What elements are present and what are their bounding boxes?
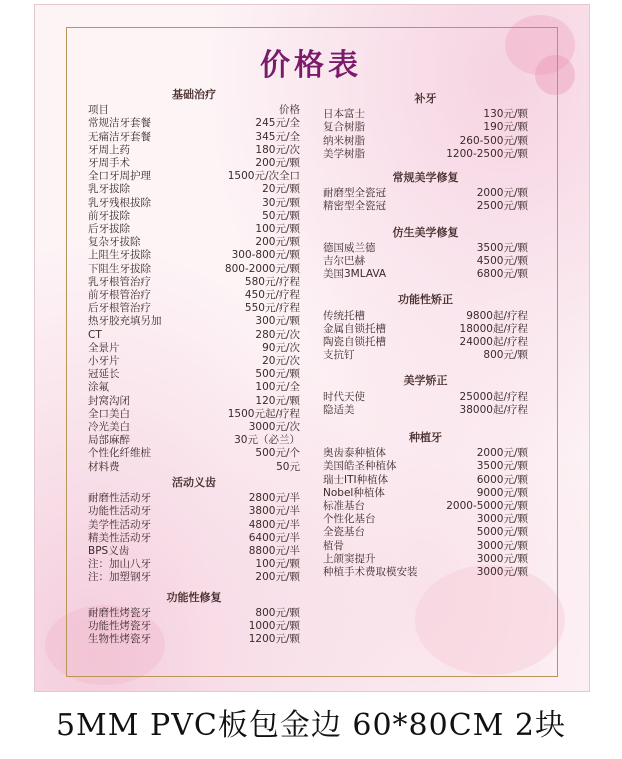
item-name: Nobel种植体 (323, 486, 385, 499)
price-row (88, 117, 300, 130)
item-price: 2500元/颗 (476, 200, 528, 213)
item-name: 材料费 (88, 460, 120, 473)
item-price: 3800元/半 (248, 505, 300, 518)
price-row (88, 249, 300, 262)
item-price: 20元/颗 (262, 183, 300, 196)
item-name: 常规洁牙套餐 (88, 117, 151, 130)
caption: 5MM PVC板包金边 60*80CM 2块 (55, 708, 567, 743)
item-name: 功能性活动牙 (88, 505, 151, 518)
item-price: 300-800元/颗 (231, 249, 300, 262)
item-name: 吉尔巴赫 (323, 255, 365, 268)
price-section (323, 226, 528, 282)
price-row (323, 135, 528, 148)
price-row (323, 121, 528, 134)
item-price: 100元/颗 (255, 223, 300, 236)
price-section (88, 88, 300, 474)
price-row (323, 268, 528, 281)
item-name: 上颌窦提升 (323, 552, 376, 565)
item-price: 38000起/疗程 (459, 403, 528, 416)
item-price: 3000元/颗 (476, 513, 528, 526)
section-title: 美学矫正 (403, 374, 448, 388)
price-row (323, 487, 528, 500)
item-name: 乳牙拔除 (88, 183, 130, 196)
item-price: 18000起/疗程 (459, 322, 528, 335)
item-price: 3000元/颗 (476, 552, 528, 565)
item-price: 100元/颗 (255, 558, 300, 571)
item-price: 345元/全 (255, 130, 300, 143)
price-row (88, 505, 300, 518)
item-price: 90元/次 (262, 341, 300, 354)
item-price: 245元/全 (255, 117, 300, 130)
item-price: 30元（必兰） (234, 434, 300, 447)
item-name: 生物性烤瓷牙 (88, 633, 151, 646)
item-name: 全景片 (88, 341, 120, 354)
price-row (88, 342, 300, 355)
price-row (88, 558, 300, 571)
item-name: 小牙片 (88, 355, 120, 368)
item-name: 上阻生牙拔除 (88, 249, 151, 262)
price-row (88, 532, 300, 545)
item-name: CT (88, 328, 102, 341)
item-price: 3500元/颗 (476, 460, 528, 473)
price-section (323, 374, 528, 417)
item-name: 隐适美 (323, 403, 355, 416)
item-price: 6800元/颗 (476, 268, 528, 281)
price-row (88, 263, 300, 276)
item-price: 800元/颗 (255, 606, 300, 619)
item-name: 功能性烤瓷牙 (88, 619, 151, 632)
item-name: 局部麻醉 (88, 434, 130, 447)
item-name: 美学树脂 (323, 147, 365, 160)
item-name: 全瓷基台 (323, 526, 365, 539)
item-price: 6400元/半 (248, 531, 300, 544)
item-price: 50元 (276, 460, 300, 473)
item-price: 50元/颗 (262, 209, 300, 222)
item-name: 陶瓷自锁托槽 (323, 336, 386, 349)
section-title: 种植牙 (409, 431, 442, 445)
item-price: 2000元/颗 (476, 187, 528, 200)
price-row (323, 474, 528, 487)
price-row (88, 545, 300, 558)
item-name: 涂氟 (88, 381, 109, 394)
item-price: 2000-5000元/颗 (446, 500, 528, 513)
item-price: 130元/颗 (483, 108, 528, 121)
price-row (323, 391, 528, 404)
item-name: 热牙胶充填另加 (88, 315, 162, 328)
price-row (323, 148, 528, 161)
item-price: 1200-2500元/颗 (446, 147, 528, 160)
item-name: 前牙根管治疗 (88, 289, 151, 302)
price-row (323, 553, 528, 566)
item-price: 6000元/颗 (476, 473, 528, 486)
item-name: 无痛洁牙套餐 (88, 130, 151, 143)
price-row (88, 492, 300, 505)
price-row (88, 607, 300, 620)
section-title: 功能性矫正 (398, 293, 453, 307)
item-name: 个性化纤维桩 (88, 447, 151, 460)
section-title: 补牙 (414, 92, 437, 105)
item-price: 120元/颗 (255, 394, 300, 407)
price-row (88, 170, 300, 183)
item-name: 乳牙残根拔除 (88, 196, 151, 209)
item-name: 奥齿泰种植体 (323, 447, 386, 460)
page-title: 价格表 (260, 48, 362, 83)
item-name: 后牙根管治疗 (88, 302, 151, 315)
price-row (323, 200, 528, 213)
item-name: 美国3MLAVA (323, 268, 387, 281)
item-price: 9800起/疗程 (466, 309, 528, 322)
price-row (88, 210, 300, 223)
price-section (323, 92, 528, 161)
price-row (323, 336, 528, 349)
price-row (88, 302, 300, 315)
item-name: 耐磨性活动牙 (88, 492, 151, 505)
price-section (323, 171, 528, 214)
price-row (88, 633, 300, 646)
price-row (88, 329, 300, 342)
price-row (88, 315, 300, 328)
item-price: 2000元/颗 (476, 447, 528, 460)
price-section (88, 476, 300, 585)
left-column (88, 86, 300, 646)
price-row (88, 571, 300, 584)
item-name: 冷光美白 (88, 421, 130, 434)
price-row (323, 187, 528, 200)
item-name: 注：加塑钢牙 (88, 571, 151, 584)
price-row (88, 183, 300, 196)
price-row (323, 242, 528, 255)
item-name: 全口牙周护理 (88, 170, 151, 183)
item-name: 耐磨型全瓷冠 (323, 187, 386, 200)
price-row (88, 289, 300, 302)
item-name: 支抗钉 (323, 349, 355, 362)
item-price: 3000元/颗 (476, 566, 528, 579)
item-price: 800元/颗 (483, 349, 528, 362)
item-price: 3500元/颗 (476, 241, 528, 254)
item-name: 日本富士 (323, 108, 365, 121)
price-row (88, 157, 300, 170)
price-row (323, 526, 528, 539)
price-row (88, 395, 300, 408)
price-row (323, 540, 528, 553)
item-name: 瑞士ITI种植体 (323, 473, 389, 486)
item-price: 5000元/颗 (476, 526, 528, 539)
price-section (88, 591, 300, 647)
price-row (323, 108, 528, 121)
price-row (88, 461, 300, 474)
item-name: 冠延长 (88, 368, 120, 381)
price-row (88, 447, 300, 460)
item-price: 4500元/颗 (476, 255, 528, 268)
price-row (88, 104, 300, 117)
price-row (323, 404, 528, 417)
item-name: 牙周上药 (88, 143, 130, 156)
item-price: 1200元/颗 (248, 633, 300, 646)
price-section (323, 293, 528, 362)
item-name: 纳米树脂 (323, 134, 365, 147)
item-price: 4800元/半 (248, 518, 300, 531)
price-row (323, 513, 528, 526)
item-price: 500元/颗 (255, 368, 300, 381)
item-price: 200元/颗 (255, 571, 300, 584)
item-name: 精密型全瓷冠 (323, 200, 386, 213)
price-row (323, 349, 528, 362)
item-price: 24000起/疗程 (459, 336, 528, 349)
price-row (88, 276, 300, 289)
item-name: 牙周手术 (88, 157, 130, 170)
item-name: 耐磨性烤瓷牙 (88, 606, 151, 619)
item-name: 项目 (88, 104, 109, 117)
item-price: 25000起/疗程 (459, 390, 528, 403)
item-name: 种植手术费取模安装 (323, 566, 418, 579)
price-row (323, 310, 528, 323)
item-name: 下阻生牙拔除 (88, 262, 151, 275)
item-price: 260-500元/颗 (459, 134, 528, 147)
price-row (88, 434, 300, 447)
item-price: 800-2000元/颗 (224, 262, 300, 275)
item-price: 1500元/次全口 (227, 170, 300, 183)
item-name: 植骨 (323, 539, 344, 552)
price-row (323, 255, 528, 268)
item-price: 500元/个 (255, 447, 300, 460)
item-name: 全口美白 (88, 407, 130, 420)
section-title: 仿生美学修复 (392, 225, 459, 239)
price-row (88, 620, 300, 633)
item-price: 3000元/次 (248, 421, 300, 434)
item-price: 2800元/半 (248, 492, 300, 505)
item-name: 美学性活动牙 (88, 518, 151, 531)
item-price: 8800元/半 (248, 544, 300, 557)
item-price: 20元/次 (262, 355, 300, 368)
item-price: 价格 (279, 104, 300, 117)
price-row (88, 236, 300, 249)
item-price: 100元/全 (255, 381, 300, 394)
price-row (88, 421, 300, 434)
item-price: 200元/颗 (255, 157, 300, 170)
item-name: BPS义齿 (88, 544, 130, 557)
item-price: 1500元起/疗程 (227, 407, 300, 420)
right-column (323, 90, 528, 579)
item-name: 精美性活动牙 (88, 531, 151, 544)
item-price: 450元/疗程 (244, 289, 300, 302)
price-row (88, 408, 300, 421)
item-price: 580元/疗程 (244, 275, 300, 288)
price-row (88, 131, 300, 144)
item-name: 美国皓圣种植体 (323, 460, 397, 473)
item-price: 1000元/颗 (248, 619, 300, 632)
price-row (88, 144, 300, 157)
item-name: 时代天使 (323, 390, 365, 403)
item-name: 乳牙根管治疗 (88, 275, 151, 288)
item-name: 后牙拔除 (88, 223, 130, 236)
price-row (88, 197, 300, 210)
section-title: 基础治疗 (172, 88, 216, 101)
price-row (88, 381, 300, 394)
price-row (88, 519, 300, 532)
item-price: 9000元/颗 (476, 486, 528, 499)
item-name: 金属自锁托槽 (323, 322, 386, 335)
item-price: 280元/次 (255, 328, 300, 341)
item-name: 标准基台 (323, 500, 365, 513)
item-price: 190元/颗 (483, 121, 528, 134)
price-row (88, 355, 300, 368)
price-row (323, 447, 528, 460)
price-row (88, 368, 300, 381)
item-name: 复合树脂 (323, 121, 365, 134)
item-price: 3000元/颗 (476, 539, 528, 552)
price-row (323, 566, 528, 579)
price-row (323, 500, 528, 513)
item-price: 180元/次 (255, 143, 300, 156)
item-name: 个性化基台 (323, 513, 376, 526)
section-title: 常规美学修复 (392, 171, 459, 185)
price-row (323, 460, 528, 473)
section-title: 活动义齿 (172, 475, 216, 489)
item-name: 传统托槽 (323, 309, 365, 322)
item-price: 200元/颗 (255, 236, 300, 249)
item-price: 300元/颗 (255, 315, 300, 328)
price-section (323, 431, 528, 579)
section-title: 功能性修复 (166, 590, 222, 604)
item-name: 注：加山八牙 (88, 558, 151, 571)
item-name: 前牙拔除 (88, 209, 130, 222)
price-row (323, 323, 528, 336)
item-price: 550元/疗程 (244, 302, 300, 315)
item-name: 德国威兰德 (323, 241, 376, 254)
item-price: 30元/颗 (262, 196, 300, 209)
item-name: 封窝沟闭 (88, 394, 130, 407)
item-name: 复杂牙拔除 (88, 236, 141, 249)
price-row (88, 223, 300, 236)
